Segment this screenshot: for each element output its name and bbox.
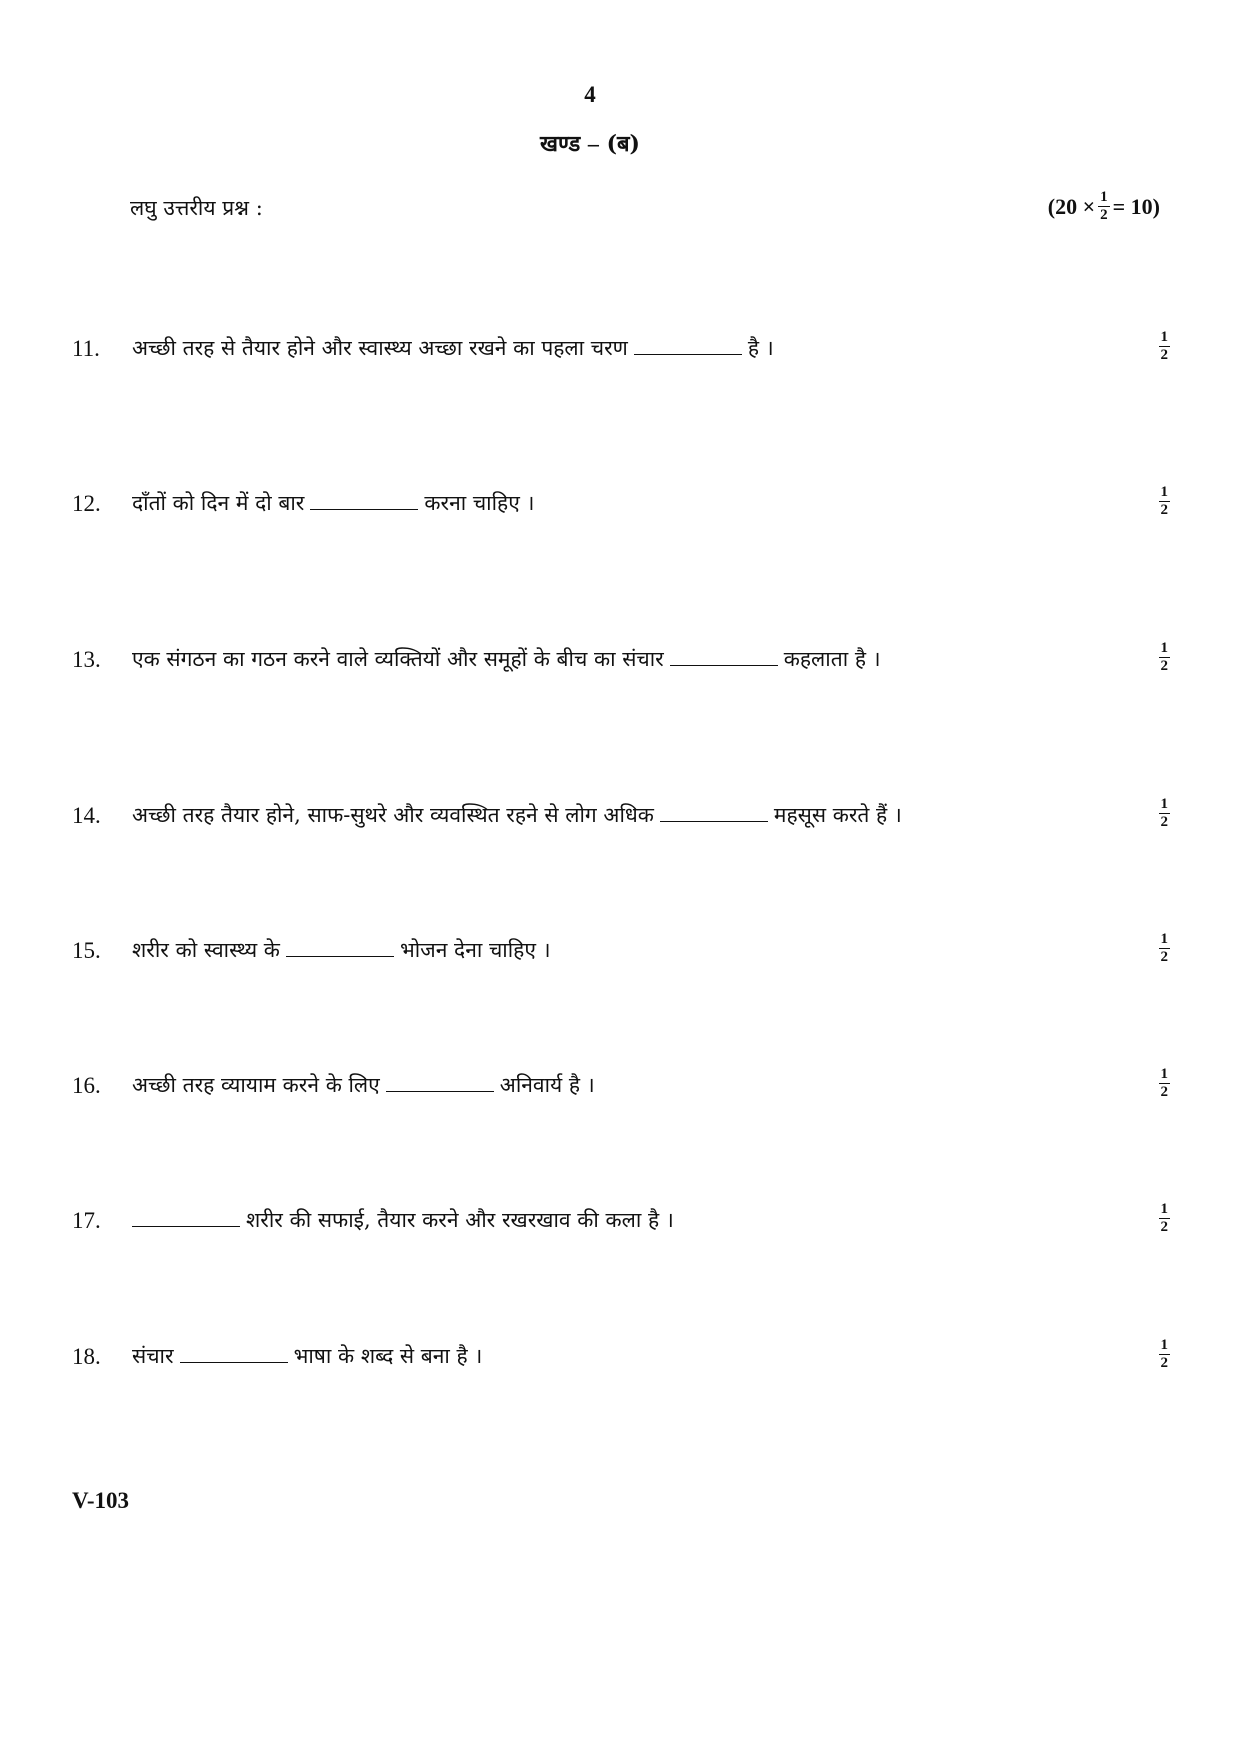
fraction-denominator: 2 [1100, 207, 1108, 223]
question-text-before: दाँतों को दिन में दो बार [132, 491, 305, 515]
marks-formula-open: (20 × [1047, 193, 1096, 219]
question-text [132, 1342, 482, 1370]
marks-formula-fraction [1098, 190, 1110, 223]
marks-numerator: 1 [1160, 1066, 1168, 1082]
marks-denominator: 2 [1160, 1355, 1168, 1371]
marks-denominator: 2 [1160, 658, 1168, 674]
question-marks [1159, 1338, 1171, 1371]
question-item [72, 1338, 1170, 1382]
question-marks [1159, 485, 1171, 518]
answer-blank [132, 1206, 240, 1227]
question-item [72, 1202, 1170, 1246]
question-item [72, 641, 1170, 685]
page-number: 4 [584, 82, 596, 107]
marks-numerator: 1 [1160, 640, 1168, 656]
question-text [132, 334, 774, 362]
question-text [132, 489, 534, 517]
question-text [132, 645, 881, 673]
question-text [132, 1206, 674, 1234]
answer-blank [386, 1071, 494, 1092]
question-text-after: है । [747, 336, 774, 360]
question-marks [1159, 797, 1171, 830]
question-item [72, 797, 1170, 841]
answer-blank [180, 1342, 288, 1363]
question-text-after: भाषा के शब्द से बना है । [293, 1344, 483, 1368]
question-text [132, 801, 902, 829]
question-number: 13. [72, 647, 101, 672]
answer-blank [286, 936, 394, 957]
answer-blank [310, 489, 418, 510]
instruction-row [130, 190, 1160, 230]
fraction-numerator: 1 [1100, 189, 1108, 205]
marks-denominator: 2 [1160, 1219, 1168, 1235]
section-title-suffix: (ब) [606, 131, 640, 157]
marks-denominator: 2 [1160, 502, 1168, 518]
marks-numerator: 1 [1160, 931, 1168, 947]
marks-numerator: 1 [1160, 796, 1168, 812]
marks-denominator: 2 [1160, 1084, 1168, 1100]
section-title-dash: – [587, 131, 599, 156]
question-item [72, 485, 1170, 529]
marks-formula-close: = 10) [1112, 193, 1160, 219]
marks-numerator: 1 [1160, 1337, 1168, 1353]
question-text-after: अनिवार्य है । [499, 1073, 595, 1097]
marks-denominator: 2 [1160, 814, 1168, 830]
question-item [72, 932, 1170, 976]
question-text-after: महसूस करते हैं । [773, 803, 902, 827]
question-text-before: संचार [132, 1344, 174, 1368]
marks-denominator: 2 [1160, 347, 1168, 363]
answer-blank [634, 334, 742, 355]
question-number: 18. [72, 1344, 101, 1369]
paper-code: V-103 [72, 1488, 130, 1513]
question-text [132, 1071, 595, 1099]
marks-formula [1048, 190, 1160, 223]
question-text-before: अच्छी तरह व्यायाम करने के लिए [132, 1073, 380, 1097]
marks-numerator: 1 [1160, 329, 1168, 345]
marks-denominator: 2 [1160, 949, 1168, 965]
question-item [72, 1067, 1170, 1111]
question-text-before: अच्छी तरह से तैयार होने और स्वास्थ्य अच्छा रखने का पहला चरण [132, 336, 628, 360]
question-marks [1159, 1202, 1171, 1235]
question-number: 16. [72, 1073, 101, 1098]
instruction-label: लघु उत्तरीय प्रश्न : [130, 196, 263, 220]
marks-numerator: 1 [1160, 484, 1168, 500]
question-marks [1159, 1067, 1171, 1100]
question-text-after: कहलाता है । [783, 647, 881, 671]
question-item [72, 330, 1170, 374]
question-marks [1159, 641, 1171, 674]
question-number: 11. [72, 336, 100, 361]
question-text-after: शरीर की सफाई, तैयार करने और रखरखाव की कला है । [246, 1208, 674, 1232]
question-marks [1159, 932, 1171, 965]
marks-numerator: 1 [1160, 1201, 1168, 1217]
question-text-before: अच्छी तरह तैयार होने, साफ-सुथरे और व्यवस्थित रहने से लोग अधिक [132, 803, 654, 827]
section-title [0, 128, 1180, 158]
question-number: 12. [72, 491, 101, 516]
question-text-before: एक संगठन का गठन करने वाले व्यक्तियों और समूहों के बीच का संचार [132, 647, 664, 671]
answer-blank [660, 801, 768, 822]
section-title-prefix: खण्ड [540, 131, 581, 157]
question-number: 17. [72, 1208, 101, 1233]
question-text-after: करना चाहिए । [424, 491, 535, 515]
question-number: 15. [72, 938, 101, 963]
question-text-before: शरीर को स्वास्थ्य के [132, 938, 280, 962]
answer-blank [670, 645, 778, 666]
question-text-after: भोजन देना चाहिए । [399, 938, 551, 962]
question-number: 14. [72, 803, 101, 828]
question-text [132, 936, 551, 964]
question-marks [1159, 330, 1171, 363]
